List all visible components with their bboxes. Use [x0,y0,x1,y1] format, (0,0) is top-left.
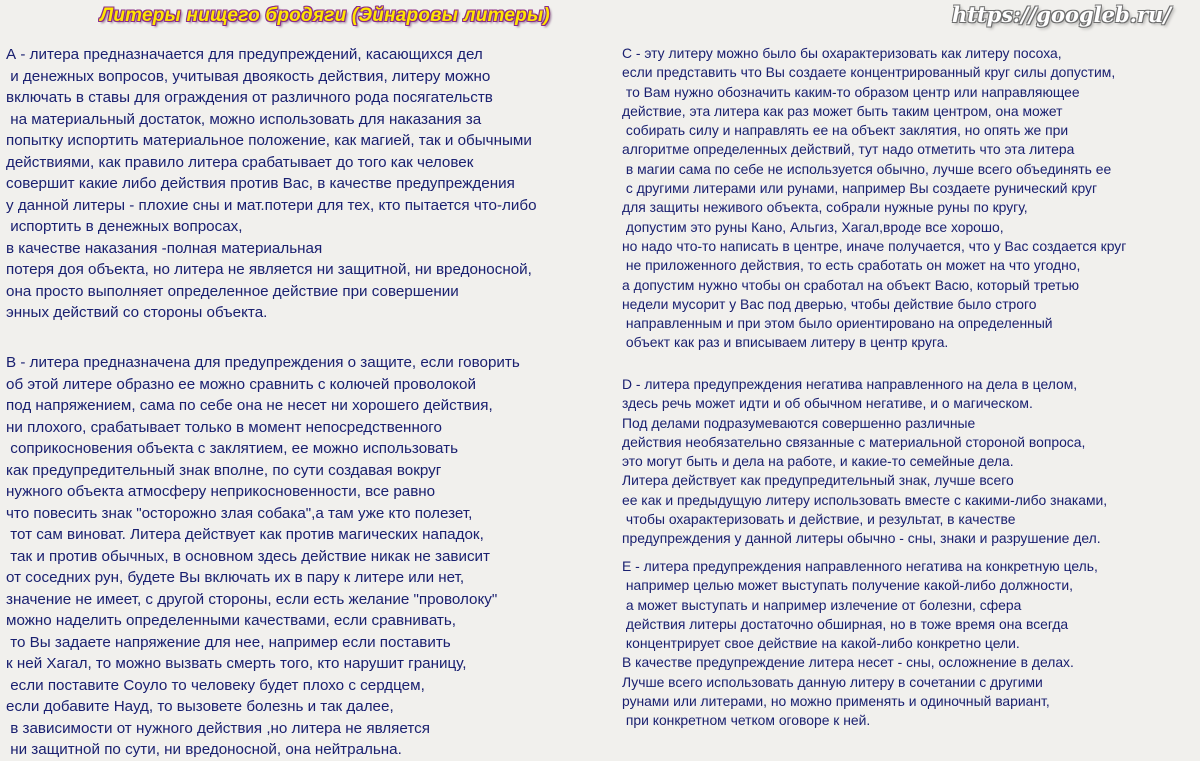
page-title: Литеры нищего бродяги (Эйнаровы литеры) [100,5,550,26]
site-watermark: https://googleb.ru/ [952,2,1171,27]
section-a-text: А - литера предназначается для предупреждений, касающихся дел и денежных вопросов, учитывая двоякость действия, литеру можно включать в ставы для ограждения от различного рода посягательств на материальный достаток, можно использовать для наказания за попытку испортить материальное положение, как магией, так и обычными действиями, как правило литера срабатывает до того как человек совершит какие либо действия против Вас, в качестве предупреждения у данной литеры - плохие сны и мат.потери для тех, кто пытается что-либо испортить в денежных вопросах, в качестве наказания -полная материальная потеря доя объекта, но литера не является ни защитной, ни вредоносной, она просто выполняет определенное действие при совершении энных действий со стороны объекта. [6,46,537,321]
section-e-text: E - литера предупреждения направленного негатива на конкретную цель, например целью может выступать получение какой-либо должности, а может выступать и например излечение от болезни, сфера действия литеры достаточно обширная, но в тоже время она всегда концентрирует свое действие на какой-либо конкретно цели. В качестве предупреждение литера несет - сны, осложнение в делах. Лучше всего использовать данную литеру в сочетании с другими рунами или литерами, но можно применять и одиночный вариант, при конкретном четком оговоре к ней. [622,558,1098,729]
section-d-text: D - литера предупреждения негатива направленного на дела в целом, здесь речь может идти и об обычном негативе, и о магическом. Под делами подразумеваются совершенно различные действия необязательно связанные с материальной стороной вопроса, это могут быть и дела на работе, и какие-то семейные дела. Литера действует как предупредительный знак, лучше всего ее как и предыдущую литеру использовать вместе с какими-либо знаками, чтобы охарактеризовать и действие, и результат, в качестве предупреждения у данной литеры обычно - сны, знаки и разрушение дел. [622,376,1108,547]
section-b-text: В - литера предназначена для предупреждения о защите, если говорить об этой литере образно ее можно сравнить с колючей проволокой под напряжением, сама по себе она не несет ни хорошего действия, ни плохого, срабатывает только в момент непосредственного соприкосновения объекта с заклятием, ее можно использовать как предупредительный знак вполне, по сути создавая вокруг нужного объекта атмосферу неприкосновенности, все равно что повесить знак "осторожно злая собака",а там уже кто полезет, тот сам виноват. Литера действует как против магических нападок, так и против обычных, в основном здесь действие никак не зависит от соседних рун, будете Вы включать их в пару к литере или нет, значение не имеет, с другой стороны, если есть желание "проволоку" можно наделить определенными качествами, если сравнивать, то Вы задаете напряжение для нее, например если поставить к ней Хагал, то можно вызвать смерть того, кто нарушит границу, если поставите Соуло то человеку будет плохо с сердцем, если добавите Науд, то вызовете болезнь и так далее, в зависимости от нужного действия ,но литера не является ни защитной по сути, ни вредоносной, она нейтральна. [6,354,520,758]
section-c-text: С - эту литеру можно было бы охарактеризовать как литеру посоха, если представить что Вы создаете концентрированный круг силы допустим, то Вам нужно обозначить каким-то образом центр или направляющее действие, эта литера как раз может быть таким центром, она может собирать силу и направлять ее на объект заклятия, но опять же при алгоритме определенных действий, тут надо отметить что эта литера в магии сама по себе не используется обычно, лучше всего объединять ее с другими литерами или рунами, например Вы создаете рунический круг для защиты неживого объекта, собрали нужные руны по кругу, допустим это руны Кано, Альгиз, Хагал,вроде все хорошо, но надо что-то написать в центре, иначе получается, что у Вас создается круг не приложенного действия, то есть сработать он может на что угодно, а допустим нужно чтобы он сработал на объект Васю, который третью недели мусорит у Вас под дверью, чтобы действие было строго направленным и при этом было ориентировано на определенный объект как раз и вписываем литеру в центр круга. [622,45,1127,351]
